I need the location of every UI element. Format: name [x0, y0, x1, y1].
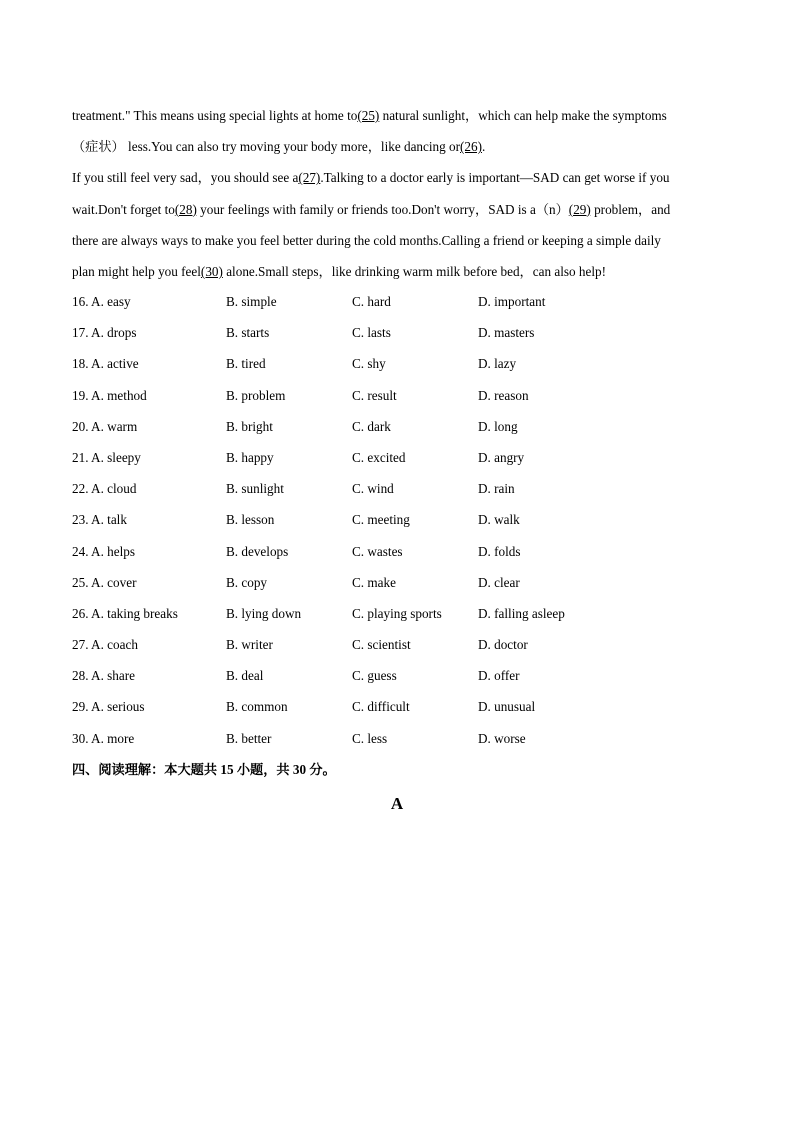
option-c: C. guess	[352, 668, 397, 684]
question-row	[72, 411, 712, 442]
option-c: C. lasts	[352, 325, 391, 341]
option-a: 25. A. cover	[72, 574, 137, 590]
option-a: 29. A. serious	[72, 699, 145, 715]
option-a: 18. A. active	[72, 356, 139, 372]
cloze-passage	[72, 100, 712, 287]
option-d: D. important	[478, 294, 546, 309]
option-a: 27. A. coach	[72, 637, 138, 653]
blank-27: (27)	[298, 170, 321, 186]
option-d: D. folds	[478, 543, 521, 559]
option-a: 22. A. cloud	[72, 481, 137, 497]
passage-text: （症状） less.You can also try moving your body more，like dancing or	[72, 139, 461, 155]
question-row	[72, 348, 712, 379]
option-c: C. dark	[352, 418, 391, 434]
option-a: 20. A. warm	[72, 418, 138, 434]
passage-line	[72, 256, 712, 287]
question-row	[72, 286, 712, 317]
passage-line	[72, 162, 712, 193]
question-row	[72, 442, 712, 473]
option-d: D. worse	[478, 730, 526, 746]
question-row	[72, 536, 712, 567]
option-c: C. playing sports	[352, 605, 442, 621]
passage-text: natural sunlight，which can help make the symptoms	[379, 108, 667, 123]
option-a: 19. A. method	[72, 387, 147, 403]
option-d: D. masters	[478, 325, 535, 341]
passage-label: A	[390, 794, 404, 813]
option-c: C. shy	[352, 356, 386, 372]
question-row	[72, 660, 712, 691]
option-d: D. doctor	[478, 637, 528, 653]
passage-line	[72, 225, 712, 256]
option-d: D. long	[478, 418, 518, 434]
question-row	[72, 317, 712, 348]
option-c: C. meeting	[352, 512, 410, 528]
option-c: C. difficult	[352, 699, 410, 715]
option-c: C. excited	[352, 449, 406, 465]
option-c: C. result	[352, 387, 397, 403]
option-c: C. wastes	[352, 543, 403, 559]
option-c: C. scientist	[352, 637, 411, 653]
blank-29: (29)	[568, 201, 591, 217]
passage-text: wait.Don't forget to	[72, 201, 175, 217]
question-row	[72, 473, 712, 504]
question-row	[72, 598, 712, 629]
question-row	[72, 691, 712, 722]
option-b: B. writer	[226, 637, 273, 653]
option-b: B. deal	[226, 668, 264, 684]
question-row	[72, 567, 712, 598]
option-a: 30. A. more	[72, 730, 135, 746]
passage-text: treatment." This means using special lights at home to	[72, 108, 358, 123]
option-b: B. bright	[226, 418, 273, 434]
passage-text: there are always ways to make you feel better during the cold months.Calling a friend or keeping a simple daily	[72, 232, 661, 248]
option-d: D. clear	[478, 574, 520, 590]
question-row	[72, 380, 712, 411]
option-b: B. lesson	[226, 512, 275, 528]
option-a: 28. A. share	[72, 668, 135, 684]
passage-text: alone.Small steps，like drinking warm milk before bed，can also help!	[222, 264, 606, 280]
passage-text: .	[482, 139, 486, 155]
passage-line	[72, 100, 712, 131]
option-d: D. offer	[478, 668, 520, 684]
option-b: B. problem	[226, 387, 286, 403]
option-b: B. starts	[226, 325, 270, 341]
option-d: D. rain	[478, 481, 515, 497]
option-b: B. common	[226, 699, 288, 715]
option-a: 23. A. talk	[72, 512, 127, 528]
option-a: 16. A. easy	[72, 294, 131, 309]
option-b: B. develops	[226, 543, 289, 559]
option-a: 21. A. sleepy	[72, 449, 141, 465]
answer-options-list	[72, 286, 712, 754]
option-d: D. unusual	[478, 699, 536, 715]
blank-30: (30)	[200, 264, 223, 280]
option-c: C. wind	[352, 481, 394, 497]
option-d: D. reason	[478, 387, 529, 403]
option-b: B. better	[226, 730, 272, 746]
passage-text: your feelings with family or friends too.Don't worry，SAD is a（n）	[196, 201, 569, 217]
section-heading: 四、阅读理解：本大题共 15 小题，共 30 分。	[72, 762, 336, 777]
blank-28: (28)	[174, 201, 197, 217]
question-row	[72, 723, 712, 754]
passage-text: If you still feel very sad，you should see a	[72, 170, 299, 186]
option-b: B. sunlight	[226, 481, 284, 497]
option-a: 26. A. taking breaks	[72, 605, 178, 621]
question-row	[72, 504, 712, 535]
passage-text: plan might help you feel	[72, 264, 201, 280]
blank-26: (26)	[460, 139, 482, 155]
option-d: D. walk	[478, 512, 520, 528]
option-c: C. less	[352, 730, 388, 746]
option-c: C. hard	[352, 294, 391, 309]
passage-line	[72, 131, 712, 162]
option-a: 24. A. helps	[72, 543, 136, 559]
option-c: C. make	[352, 574, 396, 590]
passage-line	[72, 194, 712, 225]
option-d: D. falling asleep	[478, 605, 565, 621]
option-d: D. angry	[478, 449, 525, 465]
option-b: B. simple	[226, 294, 277, 309]
option-b: B. happy	[226, 449, 274, 465]
question-row	[72, 629, 712, 660]
option-a: 17. A. drops	[72, 325, 137, 341]
option-b: B. copy	[226, 574, 268, 590]
option-b: B. tired	[226, 356, 266, 372]
option-d: D. lazy	[478, 356, 517, 372]
passage-text: problem，and	[590, 201, 671, 217]
option-b: B. lying down	[226, 605, 302, 621]
passage-text: .Talking to a doctor early is important—SAD can get worse if you	[320, 170, 670, 186]
blank-25: (25)	[357, 108, 380, 123]
